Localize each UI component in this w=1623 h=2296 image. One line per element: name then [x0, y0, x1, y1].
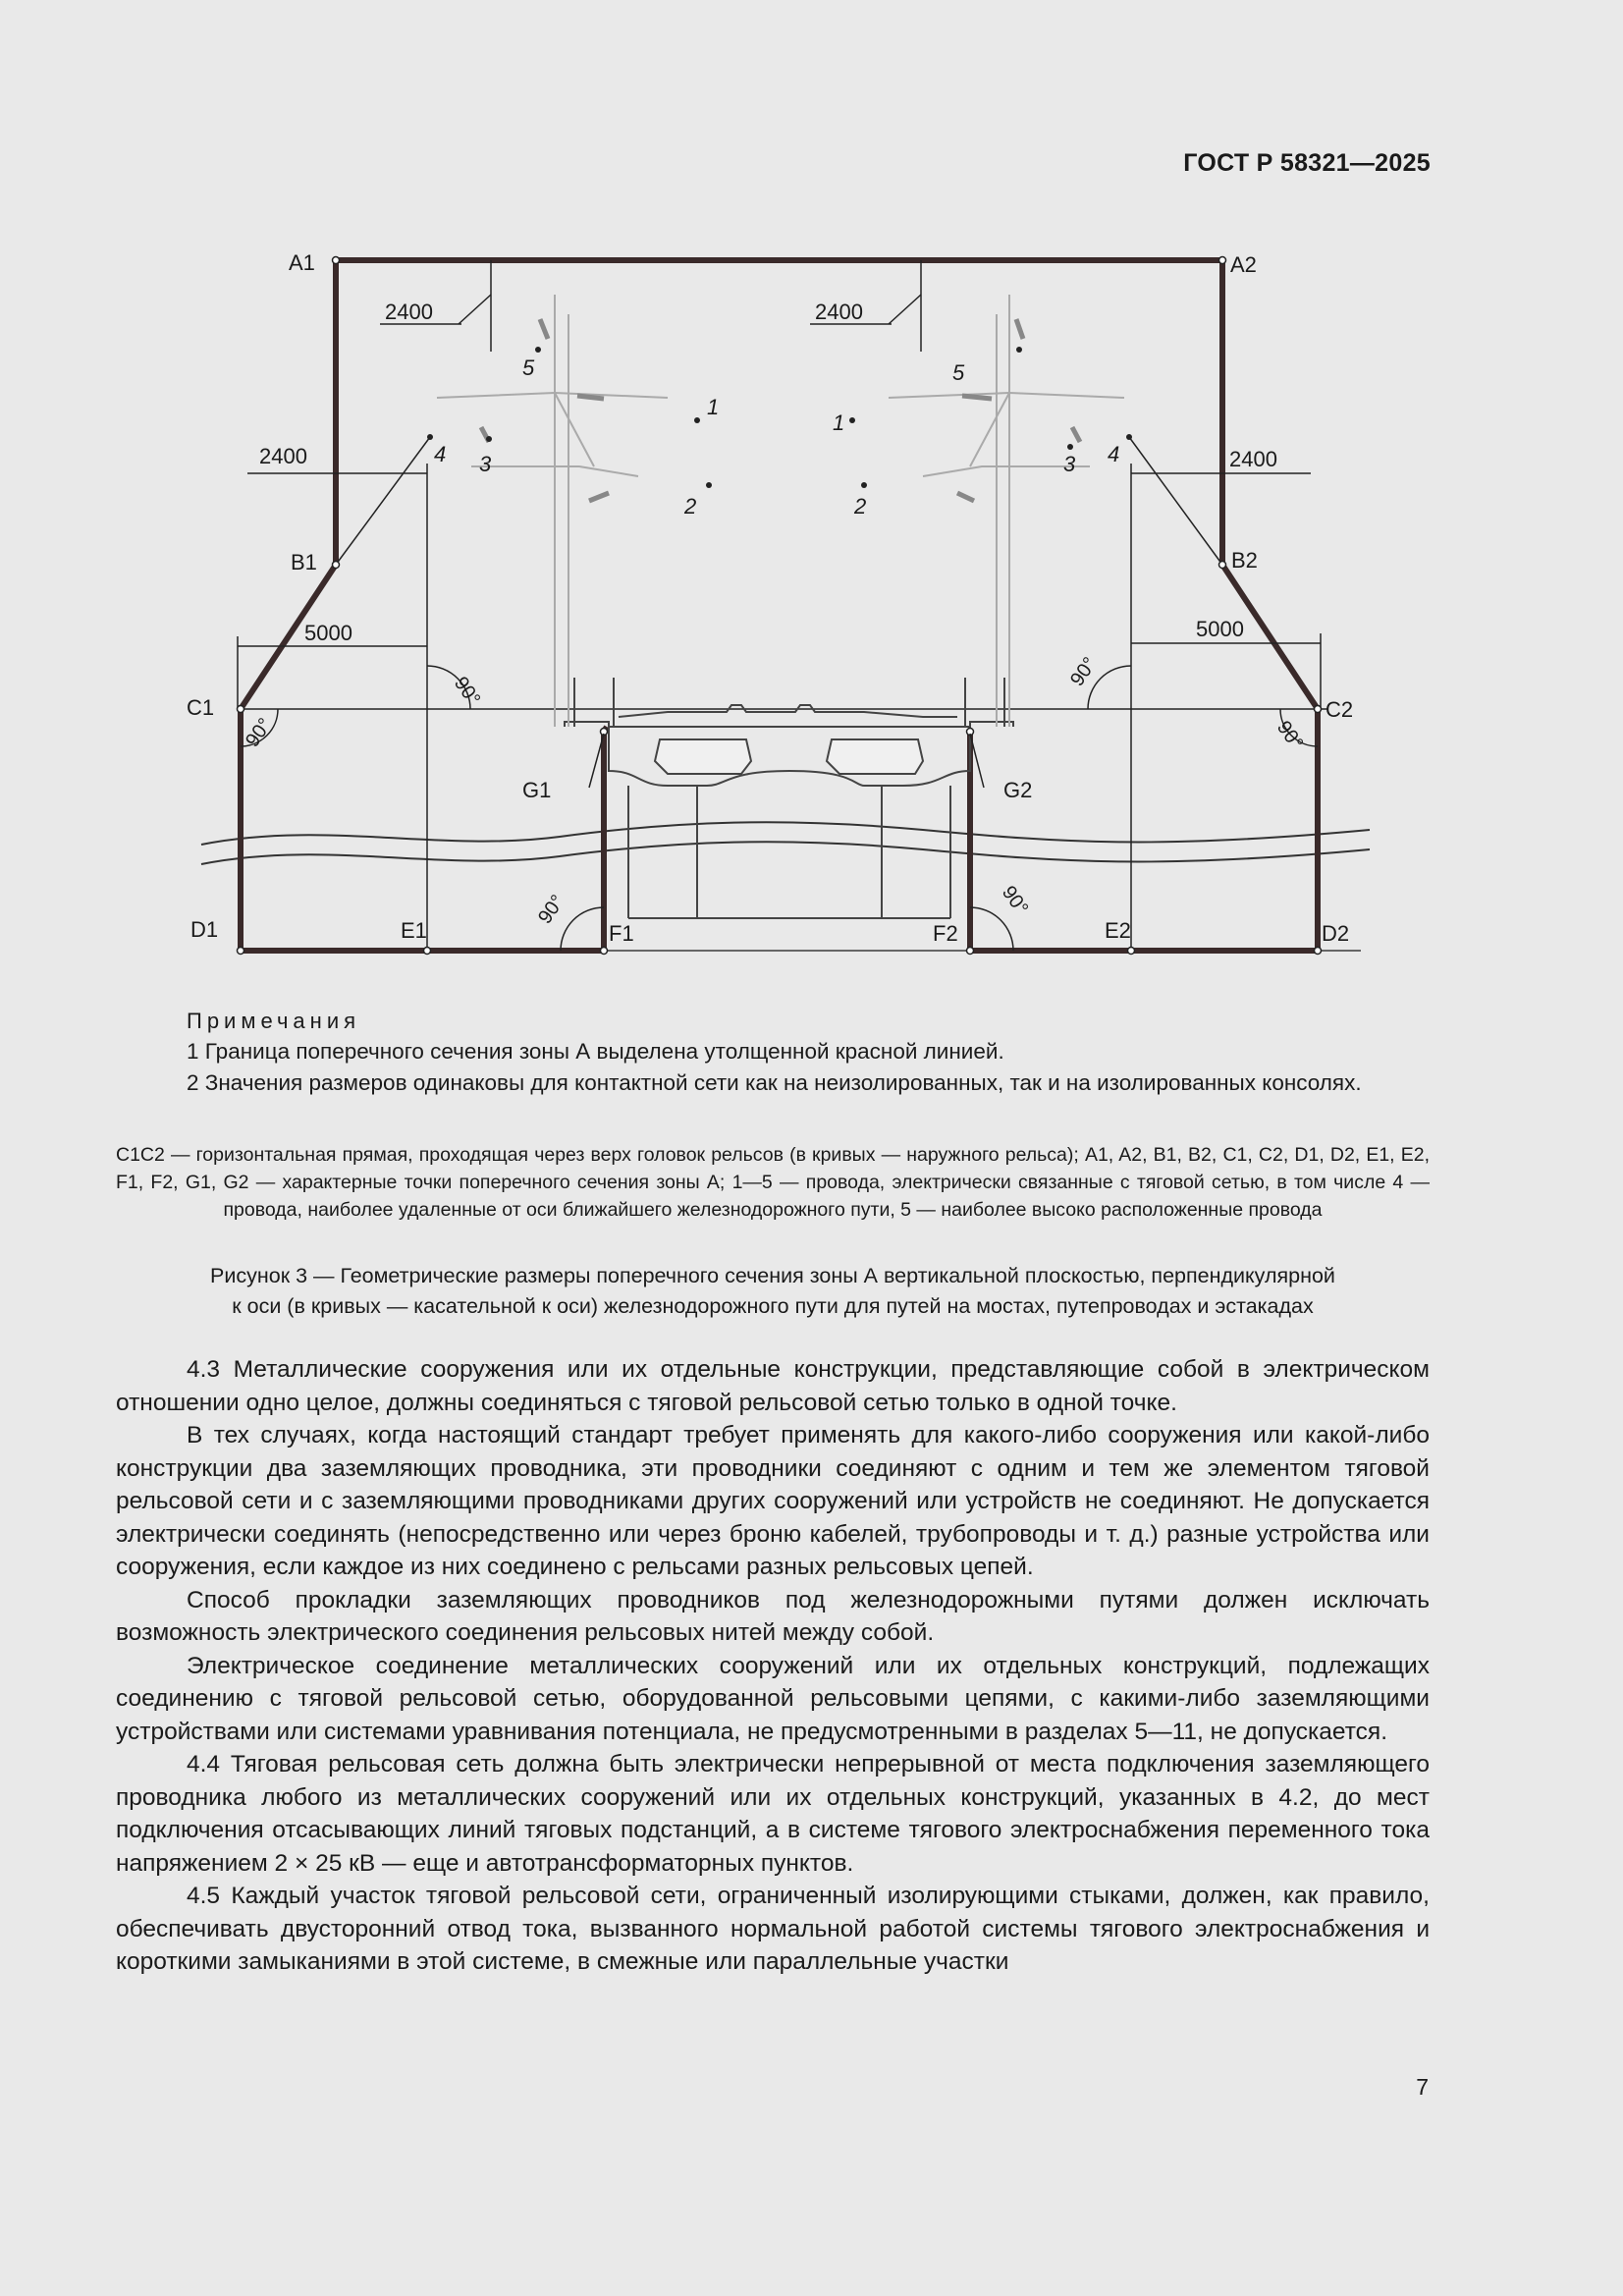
angle-f2: 90°	[997, 882, 1033, 919]
angle-e2: 90°	[1066, 653, 1102, 690]
point-d2: D2	[1322, 921, 1350, 946]
point-a1: A1	[289, 250, 315, 275]
angle-f1: 90°	[534, 891, 569, 928]
note-1-text: 1 Граница поперечного сечения зоны А выделена утолщенной красной линией.	[187, 1039, 1004, 1064]
paragraph-4-5: 4.5 Каждый участок тяговой рельсовой сети, ограниченный изолирующими стыками, должен, как правило, обеспечивать двусторонний отвод тока, вызванного нормальной работой системы тягового электроснабжения и короткими замыканиями в этой системе, в смежные или параллельные участки	[116, 1883, 1430, 1975]
point-f2: F2	[933, 921, 958, 946]
caption-line-1: Рисунок 3 — Геометрические размеры поперечного сечения зоны А вертикальной плоскостью, перпендикулярной	[210, 1264, 1335, 1287]
angle-c1: 90°	[242, 714, 277, 751]
point-e1: E1	[401, 918, 427, 943]
page-number: 7	[1416, 2074, 1429, 2100]
dim-top-left: 2400	[385, 300, 433, 324]
dim-diag-left: 5000	[304, 621, 352, 645]
point-e2: E2	[1105, 918, 1131, 943]
body-text	[116, 1353, 1430, 1979]
paragraph-4-4: 4.4 Тяговая рельсовая сеть должна быть электрически непрерывной от места подключения заземляющего проводника любого из металлических сооружений или их отдельных конструкций, указанных в 4.2, до мест подключения отсасывающих линий тяговых подстанций, а в системе тягового электроснабжения переменного тока напряжением 2 × 25 кВ — еще и автотрансформаторных пунктов.	[116, 1751, 1430, 1877]
cross-section-figure	[177, 236, 1394, 962]
zone-boundary-left-outer	[241, 260, 1318, 951]
ground-line-lower	[201, 842, 1370, 864]
angle-e1: 90°	[449, 673, 485, 710]
note-2-text: 2 Значения размеров одинаковы для контактной сети как на неизолированных, так и на изолированных консолях.	[187, 1070, 1362, 1095]
point-b2: B2	[1231, 548, 1258, 573]
paragraph-4: Электрическое соединение металлических сооружений или их отдельных конструкций, подлежащих соединению с тяговой рельсовой сетью, оборудованной рельсовыми цепями, с какими-либо заземляющими устройствами или системами уравнивания потенциала, не предусмотренными в разделах 5—11, не допускается.	[116, 1652, 1430, 1745]
dim-top-left-leader	[459, 295, 491, 324]
wire-label-4-right: 4	[1108, 442, 1120, 466]
caption-line-2: к оси (в кривых — касательной к оси) железнодорожного пути для путей на мостах, путепроводах и эстакадах	[232, 1294, 1314, 1318]
dim-side-left: 2400	[259, 444, 307, 468]
paragraph-3: Способ прокладки заземляющих проводников под железнодорожными путями должен исключать возможность электрического соединения рельсовых нитей между собой.	[116, 1586, 1430, 1646]
point-a2: A2	[1230, 252, 1257, 277]
paragraph-2: В тех случаях, когда настоящий стандарт требует применять для какого-либо сооружения или какой-либо конструкции два заземляющих проводника, эти проводники соединяют с одним и тем же элементом тяговой рельсовой сети и с заземляющими проводниками других сооружений или устройств не соединяют. Не допускается электрически соединять (непосредственно или через броню кабелей, трубопроводы и т. д.) разные устройства или сооружения, если каждое из них соединено с рельсами разных рельсовых цепей.	[116, 1422, 1430, 1580]
diag-right	[1129, 437, 1222, 565]
paragraph-4-3: 4.3 Металлические сооружения или их отдельные конструкции, представляющие собой в электрическом отношении одно целое, должны соединяться с тяговой рельсовой сетью только в одной точке.	[116, 1356, 1430, 1416]
wire-label-2-right: 2	[854, 494, 867, 519]
wire-label-1-left: 1	[707, 395, 720, 419]
point-c2: C2	[1325, 697, 1354, 722]
dim-top-right: 2400	[815, 300, 863, 324]
dim-diag-right: 5000	[1196, 617, 1244, 641]
arc-f2	[970, 907, 1013, 951]
point-b1: B1	[291, 550, 317, 574]
point-d1: D1	[190, 917, 219, 942]
bridge-structure	[565, 678, 1013, 918]
dim-top-right-leader	[889, 295, 921, 324]
wire-label-1-right: 1	[833, 410, 845, 435]
wire-label-5-left: 5	[522, 355, 535, 380]
figure-caption	[116, 1261, 1430, 1322]
insulators	[481, 319, 1080, 501]
catenary-supports	[437, 295, 1124, 727]
angle-c2: 90°	[1271, 717, 1308, 754]
wire-label-2-left: 2	[684, 494, 697, 519]
arc-f1	[561, 907, 604, 951]
notes-title: Примечания	[187, 1009, 361, 1033]
point-g1: G1	[522, 778, 552, 802]
wire-label-3-right: 3	[1063, 452, 1076, 476]
diag-left	[336, 437, 430, 565]
dim-side-right: 2400	[1229, 447, 1277, 471]
note-2	[116, 1067, 1432, 1098]
zone-boundary-left	[604, 727, 607, 951]
point-g2: G2	[1003, 778, 1033, 802]
note-1	[116, 1036, 1432, 1066]
figure-legend: С1С2 — горизонтальная прямая, проходящая через верх головок рельсов (в кривых — наружного рельса); A1, A2, B1, B2, C1, C2, D1, D2, E1, E2, F1, F2, G1, G2 — характерные точки поперечного сечения зоны А; 1—5 — провода, электрически связанные с тяговой сетью, в том числе 4 — провода, наиболее удаленные от оси ближайшего железнодорожного пути, 5 — наиболее высоко расположенные провода	[116, 1144, 1430, 1221]
point-c1: C1	[187, 695, 215, 720]
wire-label-3-left: 3	[479, 452, 492, 476]
wire-label-5-right: 5	[952, 360, 965, 385]
point-f1: F1	[609, 921, 634, 946]
document-code: ГОСТ Р 58321—2025	[1183, 149, 1431, 177]
characteristic-points	[238, 257, 1322, 955]
wire-label-4-left: 4	[434, 442, 447, 466]
